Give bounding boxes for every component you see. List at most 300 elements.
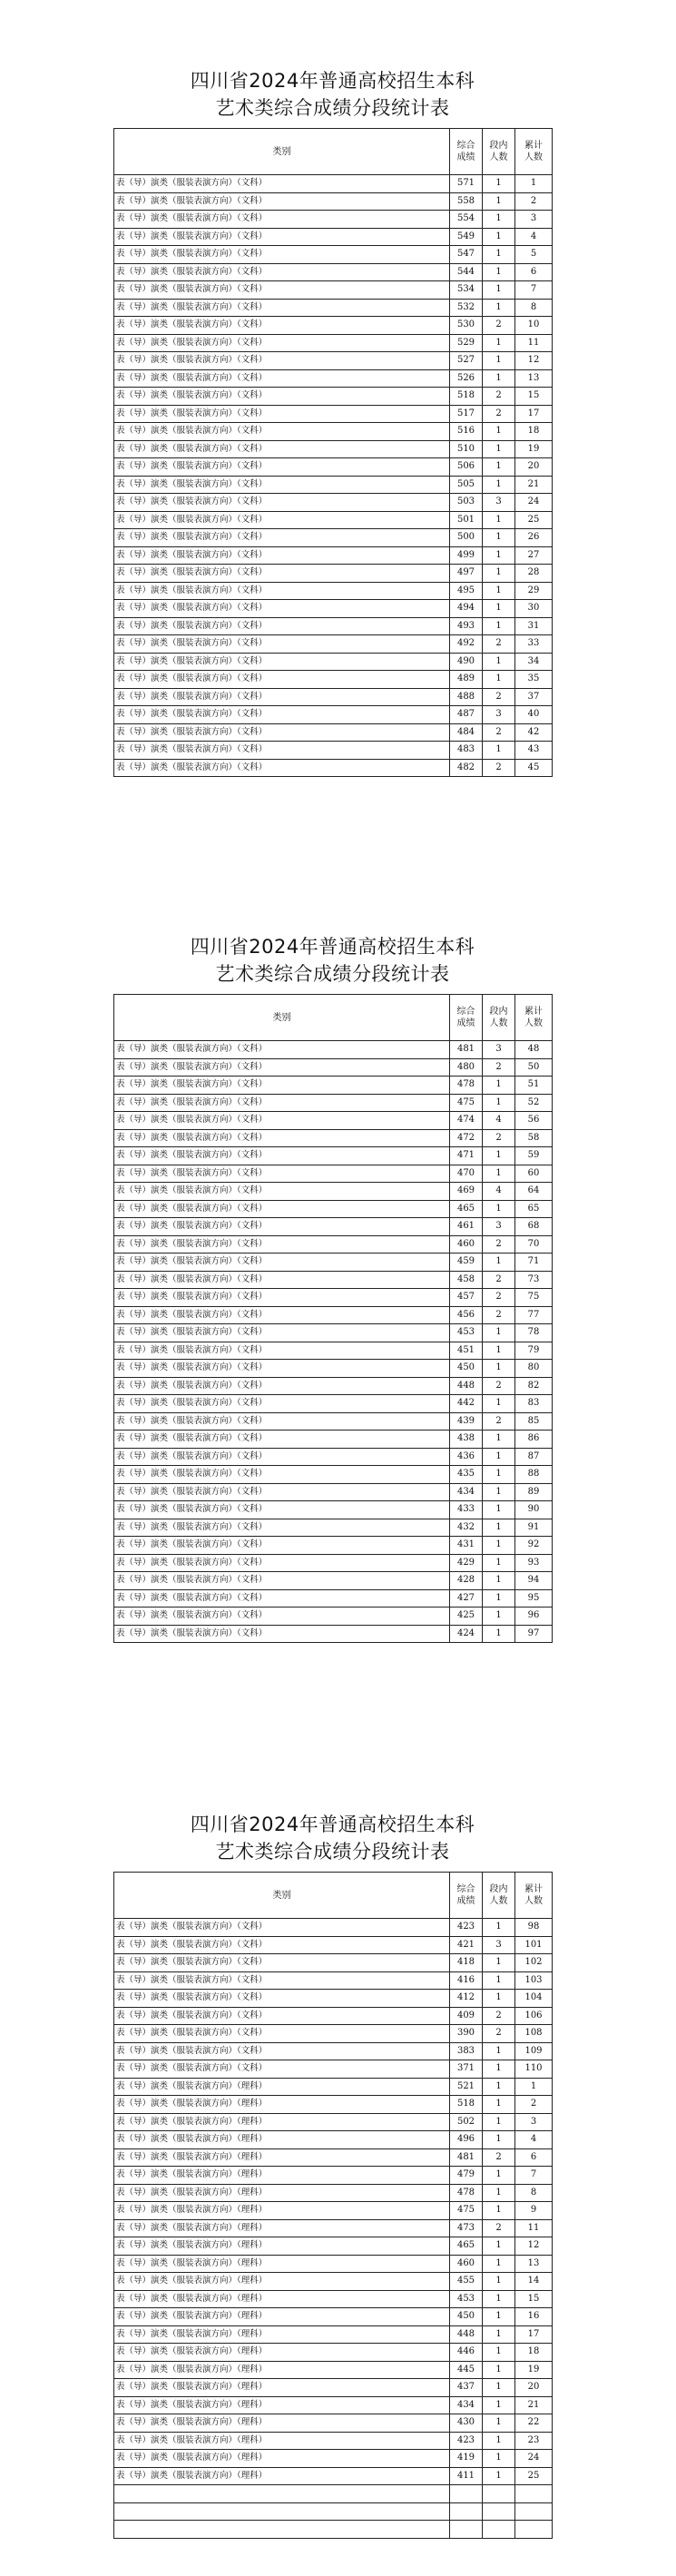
cell-count: 2 <box>483 635 515 654</box>
table-row <box>114 246 553 264</box>
cell-category: 表（导）演类（服装表演方向）（文科） <box>114 1483 450 1501</box>
cell-score: 446 <box>450 2344 483 2362</box>
cell-category: 表（导）演类（服装表演方向）（文科） <box>114 2025 450 2043</box>
cell-score: 411 <box>450 2467 483 2485</box>
cell-score: 481 <box>450 1041 483 1059</box>
cell-category: 表（导）演类（服装表演方向）（文科） <box>114 582 450 600</box>
score-table <box>113 128 553 777</box>
table-row-empty <box>114 2521 553 2539</box>
cell-score: 390 <box>450 2025 483 2043</box>
table-row <box>114 2344 553 2362</box>
cell-category: 表（导）演类（服装表演方向）（文科） <box>114 1990 450 2008</box>
cell-category: 表（导）演类（服装表演方向）（理科） <box>114 2255 450 2273</box>
cell-category: 表（导）演类（服装表演方向）（文科） <box>114 1324 450 1342</box>
cell-score: 487 <box>450 706 483 724</box>
cell-count: 2 <box>483 405 515 423</box>
cell-cumulative: 25 <box>515 511 553 529</box>
header-category: 类别 <box>114 1873 450 1919</box>
cell-category: 表（导）演类（服装表演方向）（文科） <box>114 1936 450 1954</box>
table-row <box>114 706 553 724</box>
cell-category: 表（导）演类（服装表演方向）（文科） <box>114 1165 450 1183</box>
cell-cumulative: 18 <box>515 2344 553 2362</box>
cell-score: 465 <box>450 2237 483 2256</box>
cell-cumulative: 58 <box>515 1129 553 1147</box>
cell-category: 表（导）演类（服装表演方向）（文科） <box>114 1112 450 1130</box>
cell-category: 表（导）演类（服装表演方向）（理科） <box>114 2361 450 2379</box>
table-row <box>114 2167 553 2185</box>
cell-cumulative: 79 <box>515 1342 553 1360</box>
table-row <box>114 2414 553 2433</box>
table-row <box>114 2060 553 2079</box>
cell-cumulative: 80 <box>515 1360 553 1378</box>
cell-category: 表（导）演类（服装表演方向）（理科） <box>114 2467 450 2485</box>
cell-score: 518 <box>450 2096 483 2114</box>
cell-count: 1 <box>483 423 515 441</box>
cell-cumulative: 7 <box>515 281 553 300</box>
cell-score: 558 <box>450 192 483 211</box>
cell-count: 1 <box>483 476 515 494</box>
cell-category: 表（导）演类（服装表演方向）（文科） <box>114 759 450 777</box>
cell-category: 表（导）演类（服装表演方向）（文科） <box>114 334 450 352</box>
cell-score: 517 <box>450 405 483 423</box>
table-row <box>114 1501 553 1519</box>
cell-category: 表（导）演类（服装表演方向）（文科） <box>114 369 450 388</box>
cell-cumulative: 33 <box>515 635 553 654</box>
table-row <box>114 653 553 671</box>
table-row <box>114 1936 553 1954</box>
cell-cumulative: 65 <box>515 1200 553 1218</box>
cell-score: 436 <box>450 1448 483 1466</box>
cell-cumulative: 82 <box>515 1377 553 1395</box>
cell-category: 表（导）演类（服装表演方向）（文科） <box>114 1377 450 1395</box>
cell-score: 479 <box>450 2167 483 2185</box>
table-row <box>114 1254 553 1272</box>
cell-category: 表（导）演类（服装表演方向）（文科） <box>114 635 450 654</box>
cell-cumulative: 108 <box>515 2025 553 2043</box>
cell-count: 1 <box>483 529 515 547</box>
cell-category: 表（导）演类（服装表演方向）（文科） <box>114 1625 450 1643</box>
cell-cumulative: 43 <box>515 742 553 760</box>
table-row <box>114 1954 553 1972</box>
cell-empty <box>450 2485 483 2503</box>
cell-empty <box>450 2521 483 2539</box>
cell-score: 505 <box>450 476 483 494</box>
cell-score: 544 <box>450 263 483 281</box>
cell-score: 424 <box>450 1625 483 1643</box>
table-row <box>114 2202 553 2220</box>
cell-count: 1 <box>483 2202 515 2220</box>
cell-count: 1 <box>483 228 515 246</box>
cell-empty <box>483 2502 515 2521</box>
table-row <box>114 688 553 706</box>
cell-count: 1 <box>483 1448 515 1466</box>
table-row <box>114 458 553 477</box>
cell-count: 1 <box>483 1324 515 1342</box>
cell-category: 表（导）演类（服装表演方向）（理科） <box>114 2219 450 2237</box>
cell-cumulative: 4 <box>515 228 553 246</box>
cell-score: 457 <box>450 1289 483 1307</box>
cell-category: 表（导）演类（服装表演方向）（理科） <box>114 2113 450 2131</box>
cell-count: 1 <box>483 2344 515 2362</box>
cell-category: 表（导）演类（服装表演方向）（文科） <box>114 546 450 565</box>
cell-cumulative: 83 <box>515 1395 553 1413</box>
cell-empty <box>114 2502 450 2521</box>
cell-cumulative: 6 <box>515 2148 553 2167</box>
header-score: 综合 成绩 <box>450 1873 483 1919</box>
cell-category: 表（导）演类（服装表演方向）（文科） <box>114 1608 450 1626</box>
header-count: 段内 人数 <box>483 1873 515 1919</box>
table-row <box>114 1271 553 1289</box>
cell-category: 表（导）演类（服装表演方向）（文科） <box>114 600 450 618</box>
cell-cumulative: 26 <box>515 529 553 547</box>
cell-count: 3 <box>483 706 515 724</box>
cell-cumulative: 101 <box>515 1936 553 1954</box>
cell-count: 1 <box>483 2308 515 2326</box>
cell-count: 1 <box>483 1254 515 1272</box>
table-row <box>114 2131 553 2149</box>
table-row <box>114 388 553 406</box>
cell-category: 表（导）演类（服装表演方向）（理科） <box>114 2396 450 2414</box>
cell-count: 4 <box>483 1112 515 1130</box>
cell-category: 表（导）演类（服装表演方向）（文科） <box>114 1954 450 1972</box>
cell-score: 471 <box>450 1147 483 1165</box>
cell-score: 475 <box>450 2202 483 2220</box>
table-row <box>114 1235 553 1254</box>
cell-category: 表（导）演类（服装表演方向）（文科） <box>114 192 450 211</box>
cell-score: 474 <box>450 1112 483 1130</box>
score-table <box>113 994 553 1643</box>
cell-score: 495 <box>450 582 483 600</box>
cell-category: 表（导）演类（服装表演方向）（文科） <box>114 175 450 193</box>
cell-count: 1 <box>483 1483 515 1501</box>
cell-cumulative: 31 <box>515 617 553 635</box>
cell-score: 383 <box>450 2042 483 2060</box>
cell-score: 502 <box>450 2113 483 2131</box>
cell-count: 1 <box>483 2414 515 2433</box>
cell-score: 529 <box>450 334 483 352</box>
cell-empty <box>114 2521 450 2539</box>
table-row <box>114 529 553 547</box>
cell-category: 表（导）演类（服装表演方向）（文科） <box>114 388 450 406</box>
cell-score: 500 <box>450 529 483 547</box>
cell-cumulative: 2 <box>515 192 553 211</box>
cell-count: 1 <box>483 2078 515 2096</box>
cell-category: 表（导）演类（服装表演方向）（文科） <box>114 1306 450 1324</box>
cell-count: 1 <box>483 440 515 458</box>
cell-category: 表（导）演类（服装表演方向）（文科） <box>114 1572 450 1590</box>
cell-score: 437 <box>450 2379 483 2397</box>
table-row <box>114 1483 553 1501</box>
cell-count: 1 <box>483 1147 515 1165</box>
table-row <box>114 1058 553 1077</box>
cell-cumulative: 20 <box>515 2379 553 2397</box>
cell-count: 1 <box>483 2432 515 2450</box>
cell-cumulative: 56 <box>515 1112 553 1130</box>
cell-cumulative: 5 <box>515 246 553 264</box>
cell-count: 1 <box>483 1094 515 1112</box>
cell-count: 1 <box>483 2060 515 2079</box>
cell-count: 1 <box>483 1572 515 1590</box>
cell-category: 表（导）演类（服装表演方向）（文科） <box>114 458 450 477</box>
table-row <box>114 2450 553 2468</box>
cell-count: 2 <box>483 1412 515 1431</box>
cell-category: 表（导）演类（服装表演方向）（文科） <box>114 246 450 264</box>
cell-cumulative: 19 <box>515 2361 553 2379</box>
cell-category: 表（导）演类（服装表演方向）（文科） <box>114 423 450 441</box>
cell-category: 表（导）演类（服装表演方向）（理科） <box>114 2290 450 2308</box>
cell-category: 表（导）演类（服装表演方向）（理科） <box>114 2131 450 2149</box>
table-row <box>114 1431 553 1449</box>
cell-score: 451 <box>450 1342 483 1360</box>
cell-count: 1 <box>483 1990 515 2008</box>
cell-count: 1 <box>483 263 515 281</box>
cell-score: 439 <box>450 1412 483 1431</box>
cell-score: 460 <box>450 1235 483 1254</box>
table-row <box>114 494 553 512</box>
cell-score: 480 <box>450 1058 483 1077</box>
table-row <box>114 1147 553 1165</box>
cell-score: 516 <box>450 423 483 441</box>
table-row <box>114 1554 553 1572</box>
cell-cumulative: 3 <box>515 211 553 229</box>
cell-score: 419 <box>450 2450 483 2468</box>
cell-category: 表（导）演类（服装表演方向）（文科） <box>114 617 450 635</box>
table-row <box>114 600 553 618</box>
table-row <box>114 1200 553 1218</box>
cell-cumulative: 64 <box>515 1183 553 1201</box>
table-row <box>114 2379 553 2397</box>
table-row <box>114 1395 553 1413</box>
page-title-line2: 艺术类综合成绩分段统计表 <box>215 97 450 119</box>
cell-cumulative: 42 <box>515 723 553 742</box>
cell-score: 527 <box>450 352 483 370</box>
table-row <box>114 352 553 370</box>
table-row <box>114 423 553 441</box>
cell-score: 534 <box>450 281 483 300</box>
cell-count: 1 <box>483 582 515 600</box>
table-row-empty <box>114 2485 553 2503</box>
cell-count: 1 <box>483 2167 515 2185</box>
cell-cumulative: 4 <box>515 2131 553 2149</box>
cell-count: 1 <box>483 2361 515 2379</box>
cell-count: 1 <box>483 2237 515 2256</box>
cell-score: 493 <box>450 617 483 635</box>
cell-count: 1 <box>483 2325 515 2344</box>
table-row <box>114 1094 553 1112</box>
cell-count: 1 <box>483 1342 515 1360</box>
table-row <box>114 2078 553 2096</box>
cell-count: 1 <box>483 369 515 388</box>
cell-score: 530 <box>450 317 483 335</box>
table-row <box>114 2025 553 2043</box>
cell-category: 表（导）演类（服装表演方向）（文科） <box>114 228 450 246</box>
cell-score: 450 <box>450 2308 483 2326</box>
cell-category: 表（导）演类（服装表演方向）（文科） <box>114 1200 450 1218</box>
cell-score: 427 <box>450 1589 483 1608</box>
cell-category: 表（导）演类（服装表演方向）（理科） <box>114 2273 450 2291</box>
cell-category: 表（导）演类（服装表演方向）（文科） <box>114 671 450 689</box>
cell-count: 1 <box>483 1395 515 1413</box>
cell-count: 1 <box>483 1589 515 1608</box>
cell-count: 1 <box>483 511 515 529</box>
cell-count: 2 <box>483 2219 515 2237</box>
cell-score: 497 <box>450 565 483 583</box>
cell-count: 1 <box>483 1077 515 1095</box>
cell-score: 423 <box>450 1919 483 1937</box>
table-row <box>114 281 553 300</box>
cell-cumulative: 15 <box>515 388 553 406</box>
cell-category: 表（导）演类（服装表演方向）（文科） <box>114 1554 450 1572</box>
cell-count: 1 <box>483 2042 515 2060</box>
table-row <box>114 263 553 281</box>
cell-category: 表（导）演类（服装表演方向）（理科） <box>114 2414 450 2433</box>
cell-count: 1 <box>483 1554 515 1572</box>
table-row <box>114 2113 553 2131</box>
cell-score: 453 <box>450 1324 483 1342</box>
cell-cumulative: 75 <box>515 1289 553 1307</box>
cell-count: 1 <box>483 2255 515 2273</box>
table-row <box>114 1342 553 1360</box>
cell-score: 510 <box>450 440 483 458</box>
cell-count: 1 <box>483 565 515 583</box>
cell-score: 518 <box>450 388 483 406</box>
table-row <box>114 1165 553 1183</box>
cell-cumulative: 78 <box>515 1324 553 1342</box>
cell-count: 1 <box>483 1360 515 1378</box>
cell-category: 表（导）演类（服装表演方向）（文科） <box>114 1271 450 1289</box>
cell-category: 表（导）演类（服装表演方向）（文科） <box>114 688 450 706</box>
table-row <box>114 511 553 529</box>
cell-count: 1 <box>483 352 515 370</box>
cell-cumulative: 95 <box>515 1589 553 1608</box>
cell-category: 表（导）演类（服装表演方向）（理科） <box>114 2325 450 2344</box>
header-score: 综合 成绩 <box>450 995 483 1041</box>
table-row <box>114 1324 553 1342</box>
table-row <box>114 2432 553 2450</box>
cell-empty <box>515 2521 553 2539</box>
cell-cumulative: 21 <box>515 2396 553 2414</box>
header-cumulative: 累计 人数 <box>515 129 553 175</box>
table-row <box>114 369 553 388</box>
cell-empty <box>483 2485 515 2503</box>
cell-category: 表（导）演类（服装表演方向）（文科） <box>114 1147 450 1165</box>
cell-cumulative: 104 <box>515 1990 553 2008</box>
table-row <box>114 440 553 458</box>
cell-category: 表（导）演类（服装表演方向）（文科） <box>114 1589 450 1608</box>
cell-category: 表（导）演类（服装表演方向）（文科） <box>114 706 450 724</box>
cell-count: 2 <box>483 688 515 706</box>
cell-category: 表（导）演类（服装表演方向）（文科） <box>114 1129 450 1147</box>
cell-count: 1 <box>483 2096 515 2114</box>
cell-cumulative: 1 <box>515 2078 553 2096</box>
cell-category: 表（导）演类（服装表演方向）（文科） <box>114 1360 450 1378</box>
page-title-line2: 艺术类综合成绩分段统计表 <box>215 1841 450 1863</box>
cell-count: 1 <box>483 1431 515 1449</box>
cell-category: 表（导）演类（服装表演方向）（文科） <box>114 1094 450 1112</box>
cell-category: 表（导）演类（服装表演方向）（文科） <box>114 1342 450 1360</box>
cell-cumulative: 37 <box>515 688 553 706</box>
cell-category: 表（导）演类（服装表演方向）（理科） <box>114 2237 450 2256</box>
table-header-row <box>114 1873 553 1919</box>
cell-score: 482 <box>450 759 483 777</box>
cell-category: 表（导）演类（服装表演方向）（文科） <box>114 1466 450 1484</box>
cell-category: 表（导）演类（服装表演方向）（文科） <box>114 440 450 458</box>
cell-category: 表（导）演类（服装表演方向）（文科） <box>114 1254 450 1272</box>
cell-cumulative: 60 <box>515 1165 553 1183</box>
cell-count: 2 <box>483 2007 515 2025</box>
cell-score: 421 <box>450 1936 483 1954</box>
table-row <box>114 1971 553 1990</box>
table-row <box>114 2255 553 2273</box>
cell-category: 表（导）演类（服装表演方向）（文科） <box>114 317 450 335</box>
cell-score: 430 <box>450 2414 483 2433</box>
cell-count: 1 <box>483 192 515 211</box>
cell-cumulative: 48 <box>515 1041 553 1059</box>
cell-count: 1 <box>483 2113 515 2131</box>
cell-count: 2 <box>483 2025 515 2043</box>
table-row <box>114 2042 553 2060</box>
cell-category: 表（导）演类（服装表演方向）（文科） <box>114 476 450 494</box>
cell-cumulative: 106 <box>515 2007 553 2025</box>
cell-category: 表（导）演类（服装表演方向）（文科） <box>114 1183 450 1201</box>
cell-cumulative: 25 <box>515 2467 553 2485</box>
cell-count: 2 <box>483 1058 515 1077</box>
cell-category: 表（导）演类（服装表演方向）（文科） <box>114 405 450 423</box>
cell-cumulative: 109 <box>515 2042 553 2060</box>
cell-category: 表（导）演类（服装表演方向）（文科） <box>114 2060 450 2079</box>
cell-score: 483 <box>450 742 483 760</box>
cell-score: 416 <box>450 1971 483 1990</box>
table-row <box>114 1377 553 1395</box>
cell-empty <box>114 2485 450 2503</box>
cell-score: 472 <box>450 1129 483 1147</box>
table-row <box>114 476 553 494</box>
cell-cumulative: 96 <box>515 1608 553 1626</box>
cell-category: 表（导）演类（服装表演方向）（文科） <box>114 1289 450 1307</box>
cell-score: 478 <box>450 1077 483 1095</box>
cell-cumulative: 98 <box>515 1919 553 1937</box>
cell-category: 表（导）演类（服装表演方向）（理科） <box>114 2379 450 2397</box>
cell-cumulative: 35 <box>515 671 553 689</box>
cell-cumulative: 87 <box>515 1448 553 1466</box>
table-row <box>114 334 553 352</box>
cell-count: 1 <box>483 1501 515 1519</box>
cell-category: 表（导）演类（服装表演方向）（文科） <box>114 211 450 229</box>
cell-score: 459 <box>450 1254 483 1272</box>
cell-count: 2 <box>483 2148 515 2167</box>
table-row <box>114 1589 553 1608</box>
cell-empty <box>450 2502 483 2521</box>
cell-cumulative: 70 <box>515 1235 553 1254</box>
cell-count: 1 <box>483 1954 515 1972</box>
cell-count: 2 <box>483 1129 515 1147</box>
table-row <box>114 405 553 423</box>
cell-count: 2 <box>483 723 515 742</box>
header-score: 综合 成绩 <box>450 129 483 175</box>
cell-count: 1 <box>483 299 515 317</box>
cell-cumulative: 28 <box>515 565 553 583</box>
cell-category: 表（导）演类（服装表演方向）（文科） <box>114 1235 450 1254</box>
cell-cumulative: 6 <box>515 263 553 281</box>
table-row <box>114 1183 553 1201</box>
cell-category: 表（导）演类（服装表演方向）（文科） <box>114 529 450 547</box>
cell-category: 表（导）演类（服装表演方向）（文科） <box>114 299 450 317</box>
cell-category: 表（导）演类（服装表演方向）（文科） <box>114 742 450 760</box>
table-row <box>114 192 553 211</box>
table-row <box>114 2325 553 2344</box>
cell-score: 469 <box>450 1183 483 1201</box>
cell-cumulative: 23 <box>515 2432 553 2450</box>
